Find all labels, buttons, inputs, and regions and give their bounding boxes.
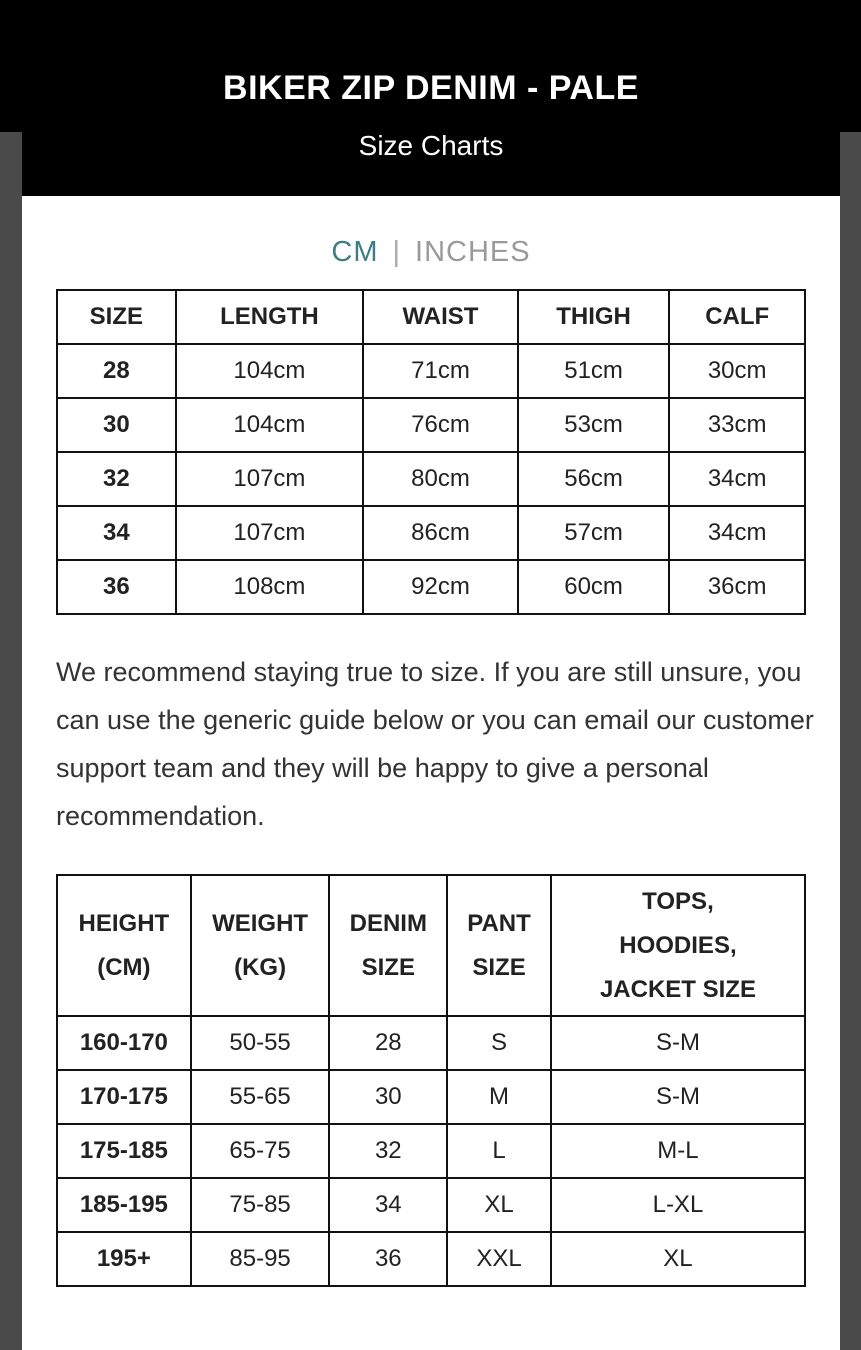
weight-cell: 65-75: [191, 1124, 330, 1178]
header-line: DENIM: [349, 909, 427, 937]
column-header-length: LENGTH: [176, 290, 364, 344]
thigh-cell: 60cm: [518, 560, 670, 614]
size-chart-header: [22, 0, 840, 196]
unit-inches-option[interactable]: INCHES: [415, 236, 531, 268]
column-header-thigh: THIGH: [518, 290, 670, 344]
header-line: HOODIES,: [619, 931, 737, 959]
denim-size-cell: 28: [329, 1016, 447, 1070]
column-header-height: [57, 875, 191, 1016]
table-row: [57, 398, 805, 452]
denim-size-cell: 30: [329, 1070, 447, 1124]
size-chart-panel: [22, 0, 840, 1350]
product-title: BIKER ZIP DENIM - PALE: [223, 69, 639, 107]
waist-cell: 76cm: [363, 398, 518, 452]
length-cell: 104cm: [176, 398, 364, 452]
length-cell: 107cm: [176, 506, 364, 560]
table-header-row: [57, 875, 805, 1016]
unit-cm-option[interactable]: CM: [331, 236, 379, 268]
header-line: (KG): [234, 953, 287, 981]
header-line: PANT: [467, 909, 531, 937]
table-row: [57, 1178, 805, 1232]
calf-cell: 34cm: [669, 452, 805, 506]
size-cell: 32: [57, 452, 176, 506]
pant-size-cell: S: [447, 1016, 551, 1070]
table-header-row: [57, 290, 805, 344]
pant-size-cell: L: [447, 1124, 551, 1178]
thigh-cell: 51cm: [518, 344, 670, 398]
column-header-denim-size: [329, 875, 447, 1016]
denim-size-cell: 36: [329, 1232, 447, 1286]
waist-cell: 80cm: [363, 452, 518, 506]
waist-cell: 86cm: [363, 506, 518, 560]
table-row: [57, 1124, 805, 1178]
tops-size-cell: L-XL: [551, 1178, 805, 1232]
denim-size-cell: 32: [329, 1124, 447, 1178]
table-row: [57, 560, 805, 614]
length-cell: 107cm: [176, 452, 364, 506]
column-header-weight: [191, 875, 330, 1016]
size-cell: 30: [57, 398, 176, 452]
generic-size-guide-table: [56, 874, 806, 1287]
thigh-cell: 56cm: [518, 452, 670, 506]
weight-cell: 55-65: [191, 1070, 330, 1124]
height-cell: 185-195: [57, 1178, 191, 1232]
header-line: (CM): [97, 953, 151, 981]
header-line: SIZE: [472, 953, 526, 981]
header-line: WEIGHT: [212, 909, 309, 937]
waist-cell: 92cm: [363, 560, 518, 614]
length-cell: 108cm: [176, 560, 364, 614]
thigh-cell: 53cm: [518, 398, 670, 452]
size-recommendation-text: We recommend staying true to size. If you are still unsure, you can use the generic guide below or you can email our customer support team and they will be happy to give a personal recommendation.: [56, 657, 814, 831]
thigh-cell: 57cm: [518, 506, 670, 560]
size-cell: 36: [57, 560, 176, 614]
header-line: SIZE: [361, 953, 415, 981]
weight-cell: 75-85: [191, 1178, 330, 1232]
column-header-size: SIZE: [57, 290, 176, 344]
column-header-pant-size: [447, 875, 551, 1016]
weight-cell: 50-55: [191, 1016, 330, 1070]
header-line: HEIGHT: [78, 909, 170, 937]
unit-separator: |: [392, 236, 402, 268]
header-line: TOPS,: [642, 887, 714, 915]
tops-size-cell: M-L: [551, 1124, 805, 1178]
tops-size-cell: XL: [551, 1232, 805, 1286]
pant-size-cell: XL: [447, 1178, 551, 1232]
table-row: [57, 344, 805, 398]
column-header-waist: WAIST: [363, 290, 518, 344]
calf-cell: 33cm: [669, 398, 805, 452]
size-cell: 28: [57, 344, 176, 398]
height-cell: 175-185: [57, 1124, 191, 1178]
measurements-table: [56, 289, 806, 615]
calf-cell: 36cm: [669, 560, 805, 614]
weight-cell: 85-95: [191, 1232, 330, 1286]
table-row: [57, 1232, 805, 1286]
calf-cell: 30cm: [669, 344, 805, 398]
table-row: [57, 1070, 805, 1124]
pant-size-cell: M: [447, 1070, 551, 1124]
calf-cell: 34cm: [669, 506, 805, 560]
table-row: [57, 506, 805, 560]
column-header-calf: CALF: [669, 290, 805, 344]
waist-cell: 71cm: [363, 344, 518, 398]
height-cell: 160-170: [57, 1016, 191, 1070]
tops-size-cell: S-M: [551, 1070, 805, 1124]
size-charts-subtitle: Size Charts: [358, 130, 504, 161]
unit-toggle: [22, 232, 840, 272]
table-row: [57, 1016, 805, 1070]
pant-size-cell: XXL: [447, 1232, 551, 1286]
header-line: JACKET SIZE: [599, 975, 756, 1003]
denim-size-cell: 34: [329, 1178, 447, 1232]
tops-size-cell: S-M: [551, 1016, 805, 1070]
size-cell: 34: [57, 506, 176, 560]
height-cell: 170-175: [57, 1070, 191, 1124]
height-cell: 195+: [57, 1232, 191, 1286]
column-header-tops-size: [551, 875, 805, 1016]
length-cell: 104cm: [176, 344, 364, 398]
size-chart-content: [22, 196, 840, 1350]
table-row: [57, 452, 805, 506]
